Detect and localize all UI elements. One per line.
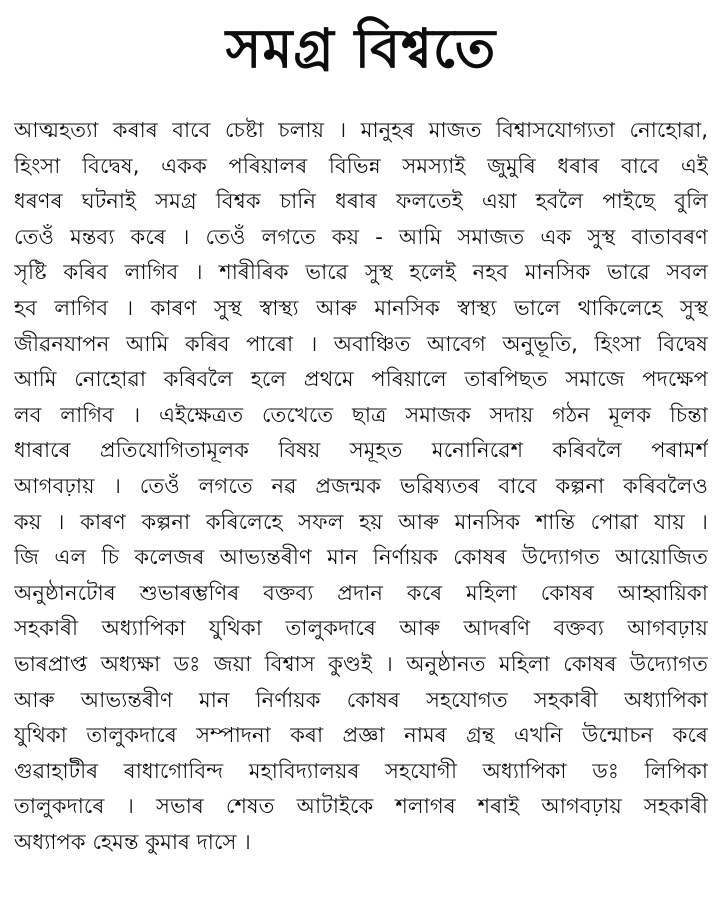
article-line: যুথিকা তালুকদাৰে সম্পাদনা কৰা প্ৰজ্ঞা নামৰ গ্ৰন্থ এখনি উন্মোচন কৰে	[14, 722, 708, 748]
article-line: তেওঁ মন্তব্য কৰে । তেওঁ লগতে কয় - আমি সমাজত এক সুস্থ বাতাবৰণ	[14, 223, 708, 249]
article-body	[14, 112, 708, 859]
article-line: ভাৰপ্ৰাপ্ত অধ্যক্ষা ডঃ জয়া বিশ্বাস কুণ্ডই । অনুষ্ঠানত মহিলা কোষৰ উদ্যোগত	[14, 650, 708, 676]
article-line: হব লাগিব । কাৰণ সুস্থ স্বাস্থ্য আৰু মানসিক স্বাস্থ্য ভালে থাকিলেহে সুস্থ	[14, 294, 708, 320]
article-line: অধ্যাপক হেমন্ত কুমাৰ দাসে ।	[14, 828, 251, 854]
article-line: ধৰণৰ ঘটনাই সমগ্ৰ বিশ্বক চানি ধৰাৰ ফলতেই এয়া হবলৈ পাইছে বুলি	[14, 188, 708, 214]
article-line: গুৱাহাটীৰ ৰাধাগোবিন্দ মহাবিদ্যালয়ৰ সহযোগী অধ্যাপিকা ডঃ লিপিকা	[14, 757, 708, 783]
article-line: কয় । কাৰণ কল্পনা কৰিলেহে সফল হয় আৰু মানসিক শান্তি পোৱা যায় ।	[14, 508, 708, 534]
article-line: হিংসা বিদ্বেষ, একক পৰিয়ালৰ বিভিন্ন সমস্যাই জুমুৰি ধৰাৰ বাবে এই	[14, 152, 708, 178]
article-line: আমি নোহোৱা কৰিবলৈ হলে প্ৰথমে পৰিয়ালে তাৰপিছত সমাজে পদক্ষেপ	[14, 366, 708, 392]
article-line: লব লাগিব । এইক্ষেত্ৰত তেখেতে ছাত্ৰ সমাজক সদায় গঠন মূলক চিন্তা	[14, 401, 708, 427]
article-line: জীৱনযাপন আমি কৰিব পাৰো । অবাঞ্চিত আবেগ অনুভূতি, হিংসা বিদ্বেষ	[14, 330, 708, 356]
article-line: অনুষ্ঠানটোৰ শুভাৰম্ভণিৰ বক্তব্য প্ৰদান কৰে মহিলা কোষৰ আহ্বায়িকা	[14, 579, 708, 605]
article-line: সহকাৰী অধ্যাপিকা যুথিকা তালুকদাৰে আৰু আদৰণি বক্তব্য আগবঢ়ায়	[14, 615, 708, 641]
article-line: আগবঢ়ায় । তেওঁ লগতে নৱ প্ৰজন্মক ভৱিষ্যতৰ বাবে কল্পনা কৰিবলৈও	[14, 472, 708, 498]
article-line: জি এল চি কলেজৰ আভ্যন্তৰীণ মান নিৰ্ণায়ক কোষৰ উদ্যোগত আয়োজিত	[14, 544, 708, 570]
article-line: সৃষ্টি কৰিব লাগিব । শাৰীৰিক ভাৱে সুস্থ হলেই নহব মানসিক ভাৱে সবল	[14, 259, 708, 285]
article-line: আত্মহত্যা কৰাৰ বাবে চেষ্টা চলায় । মানুহৰ মাজত বিশ্বাসযোগ্যতা নোহোৱা,	[14, 117, 708, 142]
article-line: আৰু আভ্যন্তৰীণ মান নিৰ্ণায়ক কোষৰ সহযোগত সহকাৰী অধ্যাপিকা	[14, 686, 708, 712]
headline: সমগ্ৰ বিশ্বতে	[225, 17, 497, 80]
article-line: তালুকদাৰে । সভাৰ শেষত আটাইকে শলাগৰ শৰাই আগবঢ়ায় সহকাৰী	[14, 793, 708, 819]
article-line: ধাৰাৰে প্ৰতিযোগিতামূলক বিষয় সমূহত মনোনিৱেশ কৰিবলৈ পৰামৰ্শ	[14, 437, 708, 463]
